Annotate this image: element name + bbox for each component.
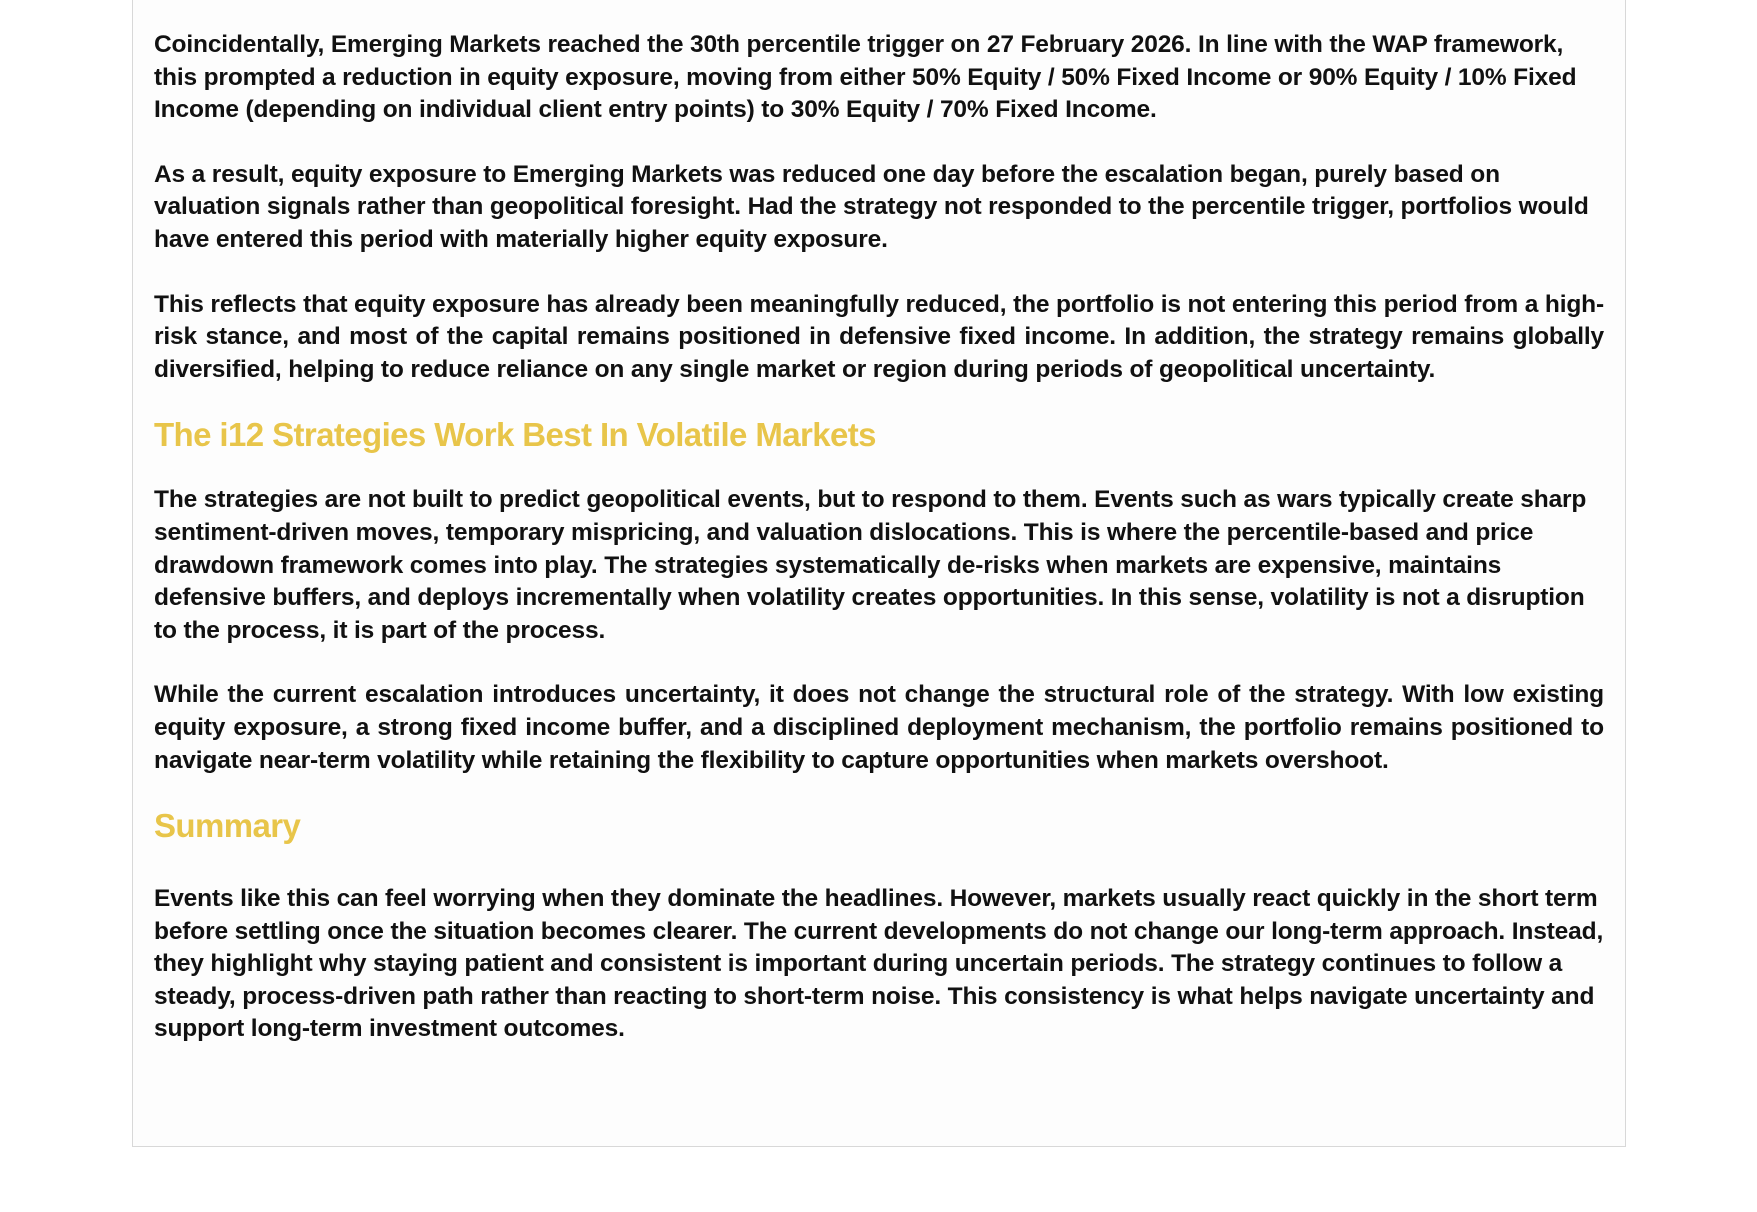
paragraph-equity-reduction-result: As a result, equity exposure to Emerging Markets was reduced one day before the escalation began, purely based on valuation signals rather than geopolitical foresight. Had the strategy not responded to the percentile trigger, portfolios would have entered this period with materially higher equity exposure. bbox=[154, 160, 1589, 253]
paragraph-summary: Events like this can feel worrying when they dominate the headlines. However, markets usually react quickly in the short term before settling once the situation becomes clearer. The current developments do not change our long-term approach. Instead, they highlight why staying patient and consistent is important during uncertain periods. The strategy continues to follow a steady, process-driven path rather than reacting to short-term noise. This consistency is what helps navigate uncertainty and support long-term investment outcomes. bbox=[154, 885, 1604, 1043]
paragraph-reduced-exposure: This reflects that equity exposure has already been meaningfully reduced, the portfolio is not entering this period from a high-risk stance, and most of the capital remains positioned in defensive fixed income. In addition, the strategy remains globally diversified, helping to reduce reliance on any single market or region during periods of geopolitical uncertainty. bbox=[154, 290, 1604, 383]
heading-summary: Summary bbox=[154, 807, 301, 845]
paragraph-current-escalation: While the current escalation introduces uncertainty, it does not change the structural role of the strategy. With low existing equity exposure, a strong fixed income buffer, and a disciplined deployment mechanism, the portfolio remains positioned to navigate near-term volatility while retaining the flexibility to capture opportunities when markets overshoot. bbox=[154, 681, 1604, 774]
document-content bbox=[154, 29, 1604, 1046]
paragraph-strategies-respond: The strategies are not built to predict geopolitical events, but to respond to them. Events such as wars typically create sharp sentiment-driven moves, temporary mispricing, and valuation dislocations. This is where the percentile-based and price drawdown framework comes into play. The strategies systematically de-risks when markets are expensive, maintains defensive buffers, and deploys incrementally when volatility creates opportunities. In this sense, volatility is not a disruption to the process, it is part of the process. bbox=[154, 486, 1587, 644]
paragraph-emerging-markets-trigger: Coincidentally, Emerging Markets reached the 30th percentile trigger on 27 February 2026. In line with the WAP framework, this prompted a reduction in equity exposure, moving from either 50% Equity / 50% Fixed Income or 90% Equity / 10% Fixed Income (depending on individual client entry points) to 30% Equity / 70% Fixed Income. bbox=[154, 31, 1577, 124]
heading-i12-strategies: The i12 Strategies Work Best In Volatile Markets bbox=[154, 416, 876, 454]
